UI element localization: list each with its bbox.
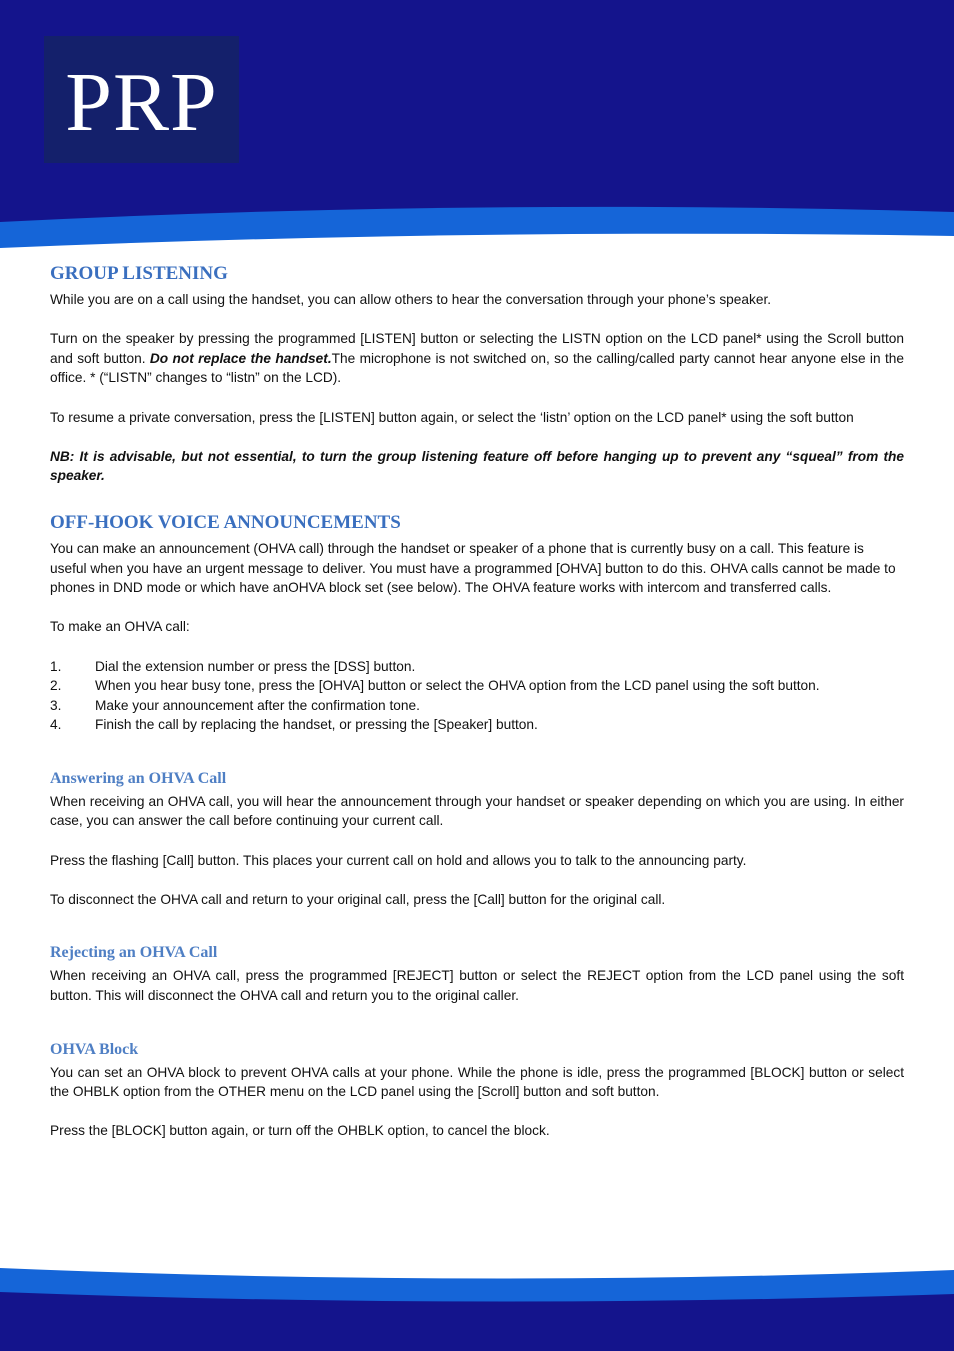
group-listening-intro: While you are on a call using the handset, you can allow others to hear the conversation through your phone’s speaker.	[50, 292, 772, 307]
ohva-heading: OFF-HOOK VOICE ANNOUNCEMENTS	[50, 511, 401, 533]
list-item	[50, 696, 904, 716]
instructions-part-2: The microphone is not switched on, so the calling/called party cannot hear anyone else in the office. * (“LISTN” changes to “listn” on the LCD).	[50, 350, 904, 386]
footer-banner	[0, 1262, 954, 1351]
step-text: Dial the extension number or press the [DSS] button.	[95, 658, 416, 674]
rejecting-heading: Rejecting an OHVA Call	[50, 944, 218, 962]
step-text: Finish the call by replacing the handset, or pressing the [Speaker] button.	[95, 717, 538, 733]
block-p1: You can set an OHVA block to prevent OHVA calls at your phone. While the phone is idle, press the programmed [BLOCK] button or select the OHBLK option from the OTHER menu on the LCD panel using the [Scroll] button and soft button.	[50, 1064, 904, 1100]
answering-p1: When receiving an OHVA call, you will hear the announcement through your handset or speaker depending on which you are using. In either case, you can answer the call before continuing your current call.	[50, 793, 904, 829]
list-item	[50, 657, 904, 677]
step-text: Make your announcement after the confirmation tone.	[95, 697, 420, 713]
instructions-part-1: Turn on the speaker by pressing the programmed [LISTEN] button or selecting the LISTN option on the LCD panel* using the Scroll button and soft button.	[50, 331, 904, 366]
step-number: 4.	[50, 717, 62, 733]
ohva-intro: You can make an announcement (OHVA call) through the handset or speaker of a phone that is currently busy on a call. This feature is useful when you have an urgent message to deliver. You must have a programmed [OHVA] button to do this. OHVA calls cannot be made to phones in DND mode or which have anOHVA block set (see below). The OHVA feature works with intercom and transferred calls.	[50, 540, 896, 596]
ohva-howto: To make an OHVA call:	[50, 619, 190, 635]
rejecting-p1: When receiving an OHVA call, press the programmed [REJECT] button or select the REJECT option from the LCD panel using the soft button. This will disconnect the OHVA call and return you to the original caller.	[50, 968, 904, 1004]
step-number: 3.	[50, 697, 62, 713]
group-listening-instructions	[50, 329, 904, 388]
answering-p3: To disconnect the OHVA call and return to your original call, press the [Call] button for the original call.	[50, 891, 666, 907]
step-number: 1.	[50, 658, 62, 674]
step-text: When you hear busy tone, press the [OHVA] button or select the OHVA option from the LCD panel using the soft button.	[95, 678, 820, 694]
logo-text: PRP	[65, 55, 218, 149]
list-item	[50, 715, 904, 735]
document-body	[50, 262, 904, 1141]
step-number: 2.	[50, 678, 62, 694]
block-p2: Press the [BLOCK] button again, or turn off the OHBLK option, to cancel the block.	[50, 1123, 550, 1139]
prp-logo	[44, 36, 239, 163]
list-item	[50, 676, 904, 696]
group-listening-resume: To resume a private conversation, press the [LISTEN] button again, or select the ‘listn’ option on the LCD panel* using the soft button	[50, 409, 854, 425]
handset-warning: Do not replace the handset.	[149, 350, 332, 366]
ohva-steps-list	[50, 657, 904, 735]
block-heading: OHVA Block	[50, 1040, 139, 1058]
answering-heading: Answering an OHVA Call	[50, 769, 227, 787]
group-listening-heading: GROUP LISTENING	[50, 263, 228, 284]
group-listening-note: NB: It is advisable, but not essential, to turn the group listening feature off before hanging up to prevent any “squeal” from the speaker.	[50, 448, 904, 484]
answering-p2: Press the flashing [Call] button. This places your current call on hold and allows you to talk to the announcing party.	[50, 852, 747, 868]
